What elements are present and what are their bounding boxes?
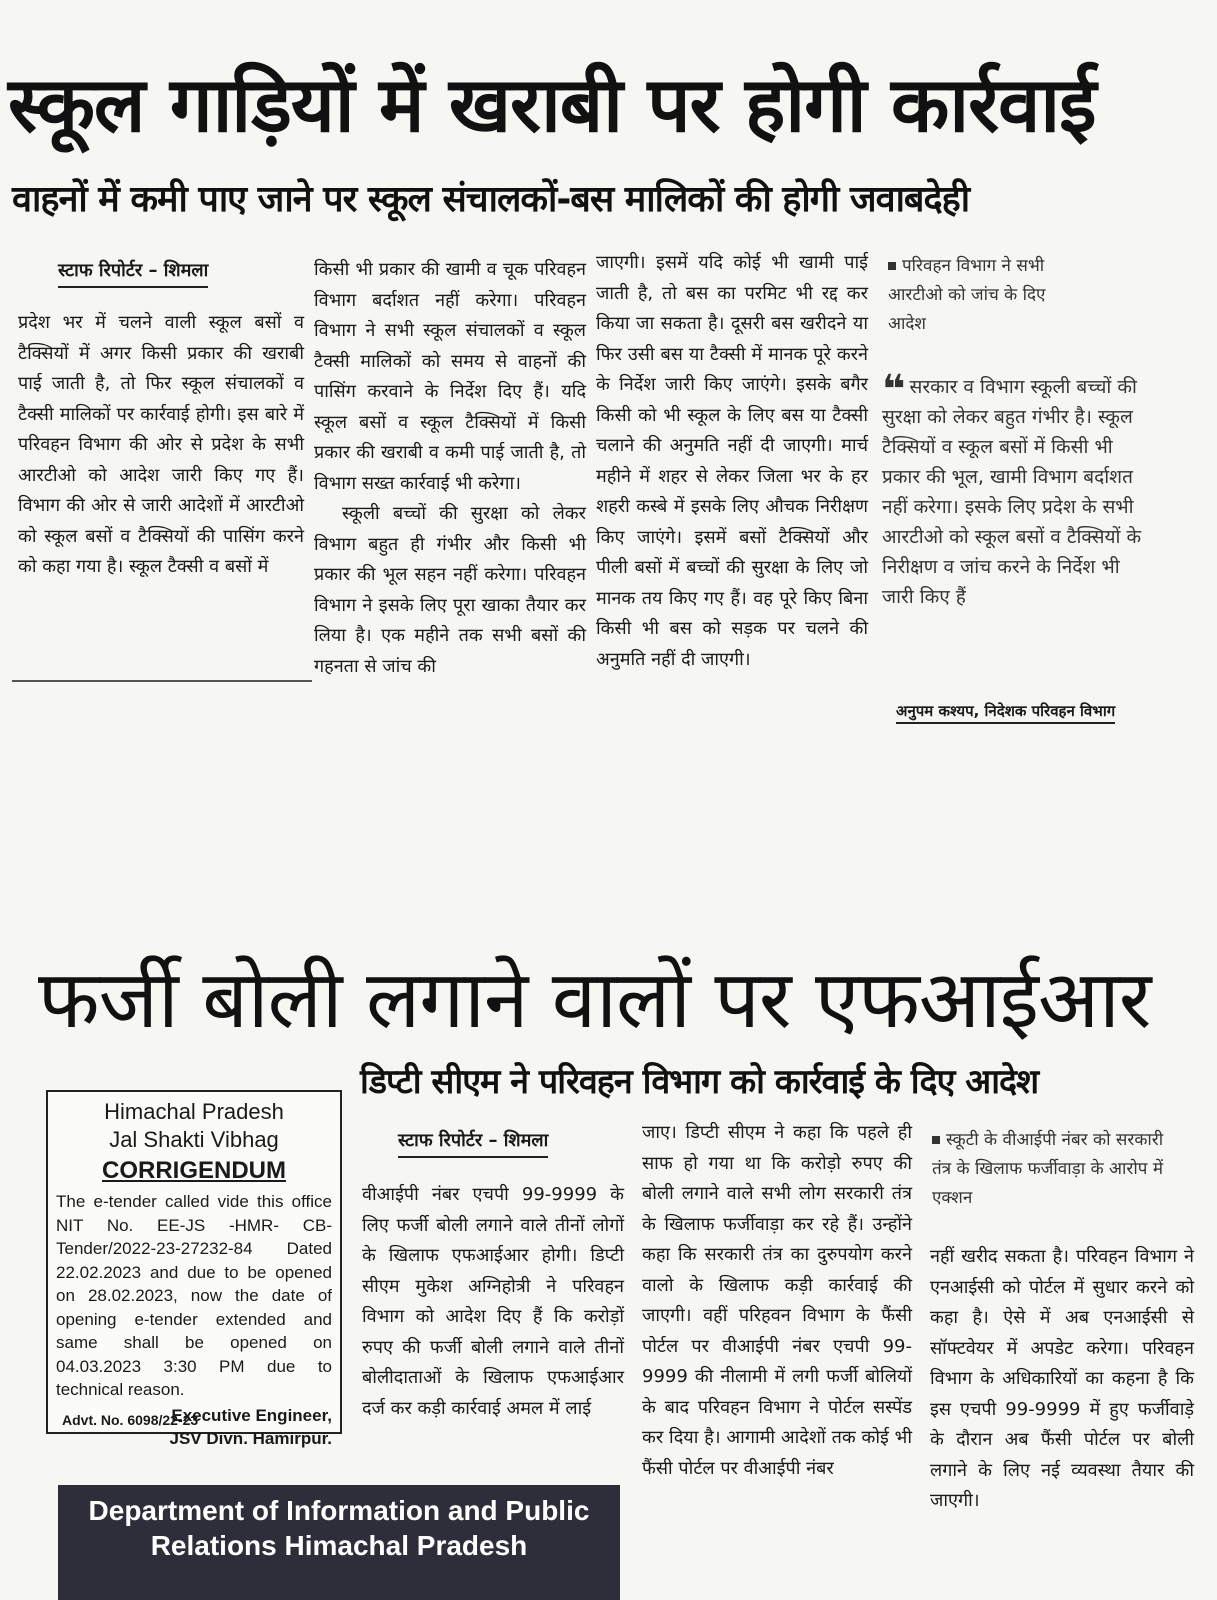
article1-headline: स्कूल गाड़ियों में खराबी पर होगी कार्रवाई [8, 60, 1096, 149]
footer-line-1: Department of Information and Public [88, 1495, 590, 1526]
article2-side-point-text: स्कूटी के वीआईपी नंबर को सरकारी तंत्र के खिलाफ फर्जीवाड़ा के आरोप में एक्शन [932, 1130, 1164, 1208]
article1-column-2 [314, 255, 586, 682]
article1-subheadline: वाहनों में कमी पाए जाने पर स्कूल संचालकों-बस मालिकों की होगी जवाबदेही [12, 179, 970, 220]
ad-number: Advt. No. 6098/22-23 [62, 1412, 199, 1428]
article1-side-point-text: परिवहन विभाग ने सभी आरटीओ को जांच के दिए आदेश [888, 256, 1046, 334]
ad-body: The e-tender called vide this office NIT No. EE-JS -HMR- CB-Tender/2022-23-27232-84 Dated 22.02.2023 and due to be opened on 28.02.2023, now the date of opening e-tender extended and same shall be opened on 04.03.2023 3:30 PM due to technical reason. [56, 1192, 332, 1399]
corrigendum-advertisement [46, 1090, 342, 1448]
article2-col1-text: वीआईपी नंबर एचपी 99-9999 के लिए फर्जी बोली लगाने वाले तीनों लोगों के खिलाफ एफआईआर होगी। डिप्टी सीएम मुकेश अग्निहोत्री ने परिवहन विभाग को आदेश दिए हैं कि करोड़ों रुपए की फर्जी बोली लगाने वाले तीनों बोलीदाताओं के खिलाफ एफआईआर दर्ज कर कड़ी कार्रवाई अमल में लाई [362, 1184, 624, 1419]
article1-column-3 [596, 248, 868, 675]
article-fake-bids [0, 930, 1217, 1600]
article1-quote-text: सरकार व विभाग स्कूली बच्चों की सुरक्षा को लेकर बहुत गंभीर है। स्कूल टैक्सियों व स्कूल बसों में किसी भी प्रकार की भूल, खामी विभाग बर्दाशत नहीं करेगा। इसके लिए प्रदेश के सभी आरटीओ को स्कूल बसों व टैक्सियों के निरीक्षण व जांच करने के निर्देश भी जारी किए हैं [882, 376, 1142, 608]
quote-mark-icon: ❝ [882, 367, 906, 413]
column-divider [12, 680, 312, 682]
article1-column-1 [18, 308, 304, 583]
dipr-footer-banner [58, 1485, 620, 1600]
ad-signatory-line-2: JSV Divn. Hamirpur. [169, 1428, 332, 1448]
article2-subheadline: डिप्टी सीएम ने परिवहन विभाग को कार्रवाई के दिए आदेश [360, 1062, 1039, 1102]
footer-line-2: Relations Himachal Pradesh [150, 1530, 528, 1561]
article1-col1-text: प्रदेश भर में चलने वाली स्कूल बसों व टैक्सियों में अगर किसी प्रकार की खराबी पाई जाती है, तो फिर स्कूल संचालकों व टैक्सी मालिकों पर कार्रवाई होगी। इस बारे में परिवहन विभाग की ओर से प्रदेश के सभी आरटीओ को आदेश जारी किए गए हैं। विभाग की ओर से जारी आदेशों में आरटीओ को स्कूल बसों व टैक्सियों की पासिंग करने को कहा गया है। स्कूल टैक्सी व बसों में [18, 312, 304, 577]
article2-column-2 [642, 1118, 912, 1484]
article2-col2-text: जाए। डिप्टी सीएम ने कहा कि पहले ही साफ हो गया था कि करोड़ो रुपए की बोली लगाने वाले सभी लोग सरकारी तंत्र के खिलाफ फर्जीवाड़ा कर रहे हैं। उन्होंने कहा कि सरकारी तंत्र का दुरुपयोग करने वालो के खिलाफ कड़ी कार्रवाई की जाएगी। वहीं परिहवन विभाग के फैंसी पोर्टल पर वीआईपी नंबर एचपी 99-9999 की नीलामी में लगी फर्जी बोलियों के बाद परिवहन विभाग ने पोर्टल सस्पेंड कर दिया है। आगामी आदेशों तक कोई भी फैंसी पोर्टल पर वीआईपी नंबर [642, 1122, 912, 1479]
article1-quote [882, 367, 1152, 612]
article1-col2b-text: स्कूली बच्चों की सुरक्षा को लेकर विभाग बहुत ही गंभीर और किसी भी प्रकार की भूल सहन नहीं करेगा। परिवहन विभाग ने इसके लिए पूरा खाका तैयार कर लिया है। एक महीने तक सभी बसों की गहनता से जांच की [314, 503, 586, 677]
article2-headline: फर्जी बोली लगाने वालों पर एफआईआर [38, 953, 1151, 1046]
ad-signatory-line-1: Executive Engineer, [171, 1405, 332, 1425]
article1-byline: स्टाफ रिपोर्टर – शिमला [58, 258, 208, 288]
article1-quote-attribution: अनुपम कश्यप, निदेशक परिवहन विभाग [896, 700, 1115, 724]
article2-side-point [932, 1126, 1172, 1213]
ad-title: CORRIGENDUM [102, 1157, 286, 1184]
article2-byline: स्टाफ रिपोर्टर – शिमला [398, 1128, 548, 1158]
article-school-vehicles [0, 0, 1217, 790]
article2-column-3 [930, 1242, 1194, 1517]
bullet-square-icon [888, 262, 896, 270]
article1-side-point [888, 252, 1088, 339]
ad-org-line-2: Jal Shakti Vibhag [109, 1127, 279, 1152]
article2-column-1 [362, 1180, 624, 1424]
article1-col2a-text: किसी भी प्रकार की खामी व चूक परिवहन विभाग बर्दाशत नहीं करेगा। परिवहन विभाग ने सभी स्कूल संचालकों व स्कूल टैक्सी मालिकों को समय से वाहनों की पासिंग करवाने के निर्देश दिए हैं। यदि स्कूल बसों व स्कूल टैक्सियों में किसी प्रकार की खराबी व कमी पाई जाती है, तो विभाग सख्त कार्रवाई भी करेगा। [314, 259, 586, 494]
bullet-square-icon [932, 1136, 940, 1144]
article2-col3-text: नहीं खरीद सकता है। परिवहन विभाग ने एनआईसी को पोर्टल में सुधार करने को कहा है। ऐसे में अब एनआईसी से सॉफ्टवेयर में अपडेट करेगा। परिवहन विभाग के अधिकारियों का कहना है कि इस एचपी 99-9999 में हुए फर्जीवाड़े के दौरान अब फैंसी पोर्टल पर बोली लगाने के लिए नई व्यवस्था तैयार की जाएगी। [930, 1246, 1194, 1511]
article1-col3-text: जाएगी। इसमें यदि कोई भी खामी पाई जाती है, तो बस का परमिट भी रद्द कर किया जा सकता है। दूसरी बस खरीदने या फिर उसी बस या टैक्सी में मानक पूरे करने के निर्देश जारी किए जाएंगे। इसके बगैर किसी को भी स्कूल के लिए बस या टैक्सी चलाने की अनुमति नहीं दी जाएगी। मार्च महीने में शहर से लेकर जिला भर के हर शहरी कस्बे में इसके लिए औचक निरीक्षण किए जाएंगे। इसमें बसों टैक्सियों और पीली बसों में बच्चों की सुरक्षा के लिए जो मानक तय किए गए हैं। वह पूरे किए बिना किसी भी बस को सड़क पर चलने की अनुमति नहीं दी जाएगी। [596, 252, 868, 670]
ad-org-line-1: Himachal Pradesh [104, 1099, 284, 1124]
